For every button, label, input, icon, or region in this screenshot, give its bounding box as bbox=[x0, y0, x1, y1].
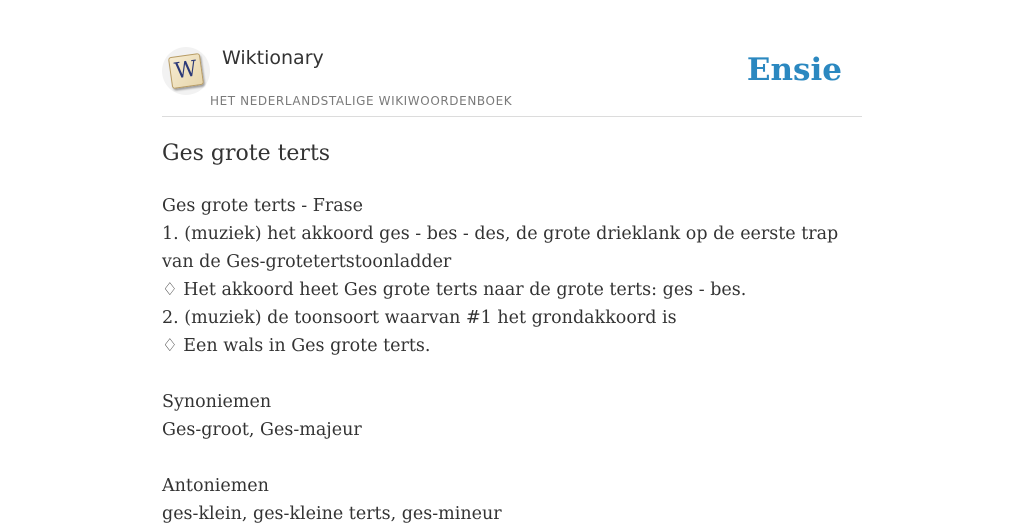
antonyms-list: ges-klein, ges-kleine terts, ges-mineur bbox=[162, 504, 502, 524]
entry-headline: Ges grote terts - Frase bbox=[162, 196, 364, 216]
example-2: ♢ Een wals in Ges grote terts. bbox=[162, 336, 431, 356]
definition-2: 2. (muziek) de toonsoort waarvan #1 het grondakkoord is bbox=[162, 308, 677, 328]
example-1: ♢ Het akkoord heet Ges grote terts naar de grote terts: ges - bes. bbox=[162, 280, 747, 300]
antonyms-heading: Antoniemen bbox=[162, 476, 269, 496]
spacer bbox=[162, 360, 862, 388]
page-title: Ges grote terts bbox=[162, 141, 331, 166]
synonyms-heading: Synoniemen bbox=[162, 392, 272, 412]
ensie-brand-link[interactable]: Ensie bbox=[746, 52, 842, 88]
entry-content bbox=[162, 192, 862, 528]
site-subtitle: HET NEDERLANDSTALIGE WIKIWOORDENBOEK bbox=[210, 94, 513, 108]
wiktionary-logo[interactable] bbox=[162, 47, 210, 95]
definition-1: 1. (muziek) het akkoord ges - bes - des, de grote drieklank op de eerste trap van de Ges-grotetertstoonladder bbox=[162, 224, 839, 272]
site-title[interactable]: Wiktionary bbox=[222, 47, 324, 69]
synonyms-list: Ges-groot, Ges-majeur bbox=[162, 420, 362, 440]
spacer bbox=[162, 444, 862, 472]
site-header bbox=[162, 0, 862, 117]
wiktionary-logo-icon: W bbox=[168, 53, 204, 89]
